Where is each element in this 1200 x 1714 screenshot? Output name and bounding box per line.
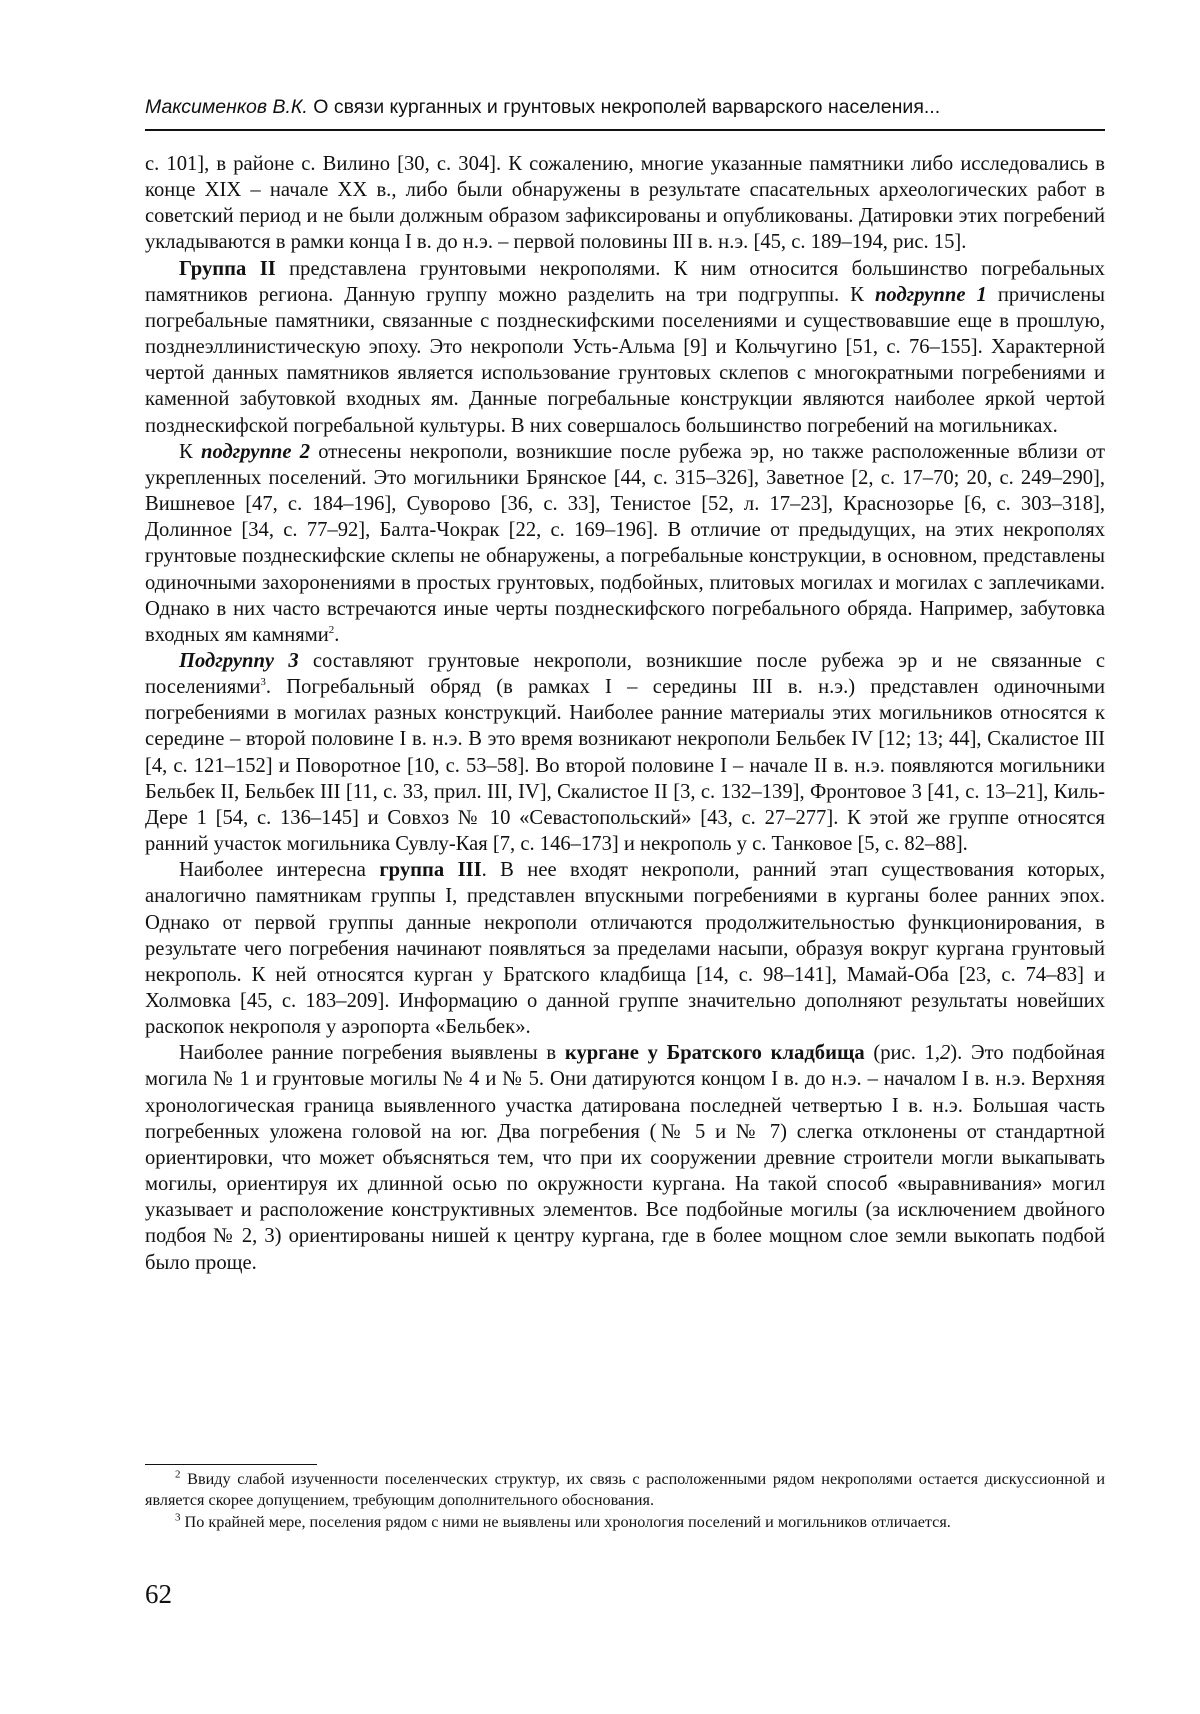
paragraph-6-text-c: ). Это подбойная могила № 1 и грунтовые могилы № 4 и № 5. Они датируются концом I в. до н.э. – началом I в. н.э. Верхняя хронологическая граница выявленного участка датирована последней четвертью I в. н.э. Большая часть погребенных уложена головой на юг. Два погребения (№ 5 и № 7) слегка отклонены от стандартной ориентировки, что может объясняться тем, что при их сооружении древние строители могли выкапывать могилы, ориентируя их длинной осью по окружности кургана. На такой способ «выравнивания» могил указывает и расположение конструктивных элементов. Все подбойные могилы (за исключением двойного подбоя № 2, 3) ориентированы нишей к центру кургана, где в более мощном слое земли выкопать подбой было проще. (145, 1042, 1105, 1274)
paragraph-5-text-b: . В нее входят некрополи, ранний этап существования которых, аналогично памятникам группы I, представлен впускными погребениями в курганы более ранних эпох. Однако от первой группы данные некрополи отличаются продолжительностью функционирования, в результате чего погребения начинают появляться за пределами насыпи, образуя вокруг кургана грунтовый некрополь. К ней относятся курган у Братского кладбища [14, с. 98–141], Мамай-Оба [23, с. 74–83] и Холмовка [45, с. 183–209]. Информацию о данной группе значительно дополняют результаты новейших раскопок некрополя у аэропорта «Бельбек». (145, 859, 1105, 1039)
subgroup-3-term: Подгруппу 3 (179, 649, 299, 672)
paragraph-4-text-b: . Погребальный обряд (в рамках I – середины III в. н.э.) представлен одиночными погребениями в могилах разных конструкций. Наиболее ранние материалы этих могильников относятся к середине – второй половине I в. н.э. В это время возникают некрополи Бельбек IV [12; 13; 44], Скалистое III [4, с. 121–152] и Поворотное [10, с. 53–58]. Во второй половине I – начале II в. н.э. появляются могильники Бельбек II, Бельбек III [11, с. 33, прил. III, IV], Скалистое II [3, с. 132–139], Фронтовое 3 [41, с. 13–21], Киль-Дере 1 [54, с. 136–145] и Совхоз № 10 «Севастопольский» [43, с. 27–277]. К этой же группе относятся ранний участок могильника Сувлу-Кая [7, с. 146–173] и некрополь у с. Танковое [5, с. 82–88]. (145, 676, 1105, 856)
bratsky-kurgan-term: кургане у Братского кладбища (564, 1042, 865, 1065)
paragraph-2-text-a: представлена грунтовыми некрополями. К ним относится большинство погребальных памятников региона. Данную группу можно разделить на три подгруппы. К (145, 257, 1105, 306)
page-number: 62 (145, 1579, 172, 1609)
subgroup-1-term: подгруппе 1 (874, 283, 987, 306)
paragraph-1 (145, 151, 1105, 256)
paragraph-3 (145, 439, 1105, 648)
paragraph-2 (145, 256, 1105, 439)
paragraph-6-text-b: (рис. 1, (864, 1042, 940, 1065)
footnote-2-mark: 2 (175, 1468, 181, 1481)
footnote-2 (145, 1469, 1105, 1512)
paragraph-2-text-b: причислены погребальные памятники, связанные с позднескифскими поселениями и существовавшие еще в прошлую, позднеэллинистическую эпоху. Это некрополи Усть-Альма [9] и Кольчугино [51, с. 76–155]. Характерной чертой данных памятников является использование грунтовых склепов с многократными погребениями и каменной забутовкой входных ям. Данные погребальные конструкции являются наиболее яркой чертой позднескифской погребальной культуры. В них совершалось большинство погребений на могильниках. (145, 283, 1106, 437)
footnote-ref-3: 3 (260, 676, 266, 689)
footnote-ref-2: 2 (328, 623, 335, 636)
footnote-3-mark: 3 (175, 1511, 181, 1524)
group-3-term: группа III (379, 859, 482, 882)
footnote-3-text: По крайней мере, поселения рядом с ними не выявлены или хронология поселений и могильников отличается. (180, 1512, 951, 1531)
subgroup-2-term: подгруппе 2 (200, 440, 311, 463)
paragraph-3-text-a: К (179, 440, 201, 463)
figure-ref-italic: 2 (940, 1042, 951, 1065)
footnote-2-text: Ввиду слабой изученности поселенческих структур, их связь с расположенными рядом некрополями остается дискуссионной и является скорее допущением, требующим дополнительного обоснования. (145, 1470, 1105, 1510)
header-rule (145, 129, 1105, 131)
footnotes (145, 1469, 1105, 1533)
paragraph-3-text-b: отнесены некрополи, возникшие после рубежа эр, но также расположенные вблизи от укрепленных поселений. Это могильники Брянское [44, с. 315–326], Заветное [2, с. 17–70; 20, с. 249–290], Вишневое [47, с. 184–196], Суворово [36, с. 33], Тенистое [52, л. 17–23], Краснозорье [6, с. 303–318], Долинное [34, с. 77–92], Балта-Чокрак [22, с. 169–196]. В отличие от предыдущих, на этих некрополях грунтовые позднескифские склепы не обнаружены, а погребальные конструкции, в основном, представлены одиночными захоронениями в простых грунтовых, подбойных, плитовых могилах и могилах с заплечиками. Однако в них часто встречаются иные черты позднескифского погребального обряда. Например, забутовка входных ям камнями (145, 440, 1105, 646)
paragraph-4-text-a: составляют грунтовые некрополи, возникшие после рубежа эр и не связанные с поселениями (145, 649, 1105, 699)
paragraph-3-text-c: . (334, 623, 340, 646)
body-text (145, 151, 1105, 1276)
paragraph-1-text: с. 101], в районе с. Вилино [30, с. 304]. К сожалению, многие указанные памятники либо исследовались в конце XIX – начале XX в., либо были обнаружены в результате спасательных археологических работ в советский период и не были должным образом зафиксированы и опубликованы. Датировки этих погребений укладываются в рамки конца I в. до н.э. – первой половины III в. н.э. [45, с. 189–194, рис. 15]. (145, 153, 1105, 254)
header-author: Максименков В.К. (145, 96, 308, 118)
running-header (145, 94, 1105, 120)
paragraph-5-text-a: Наиболее интересна (179, 859, 380, 882)
paragraph-6-text-a: Наиболее ранние погребения выявлены в (179, 1042, 565, 1065)
paragraph-4 (145, 648, 1105, 857)
group-2-term: Группа II (179, 257, 276, 280)
footnote-rule (145, 1464, 317, 1465)
footnote-3 (145, 1512, 1105, 1533)
header-title: О связи курганных и грунтовых некрополей варварского населения... (307, 96, 941, 118)
paragraph-5 (145, 857, 1105, 1040)
paragraph-6 (145, 1040, 1105, 1275)
